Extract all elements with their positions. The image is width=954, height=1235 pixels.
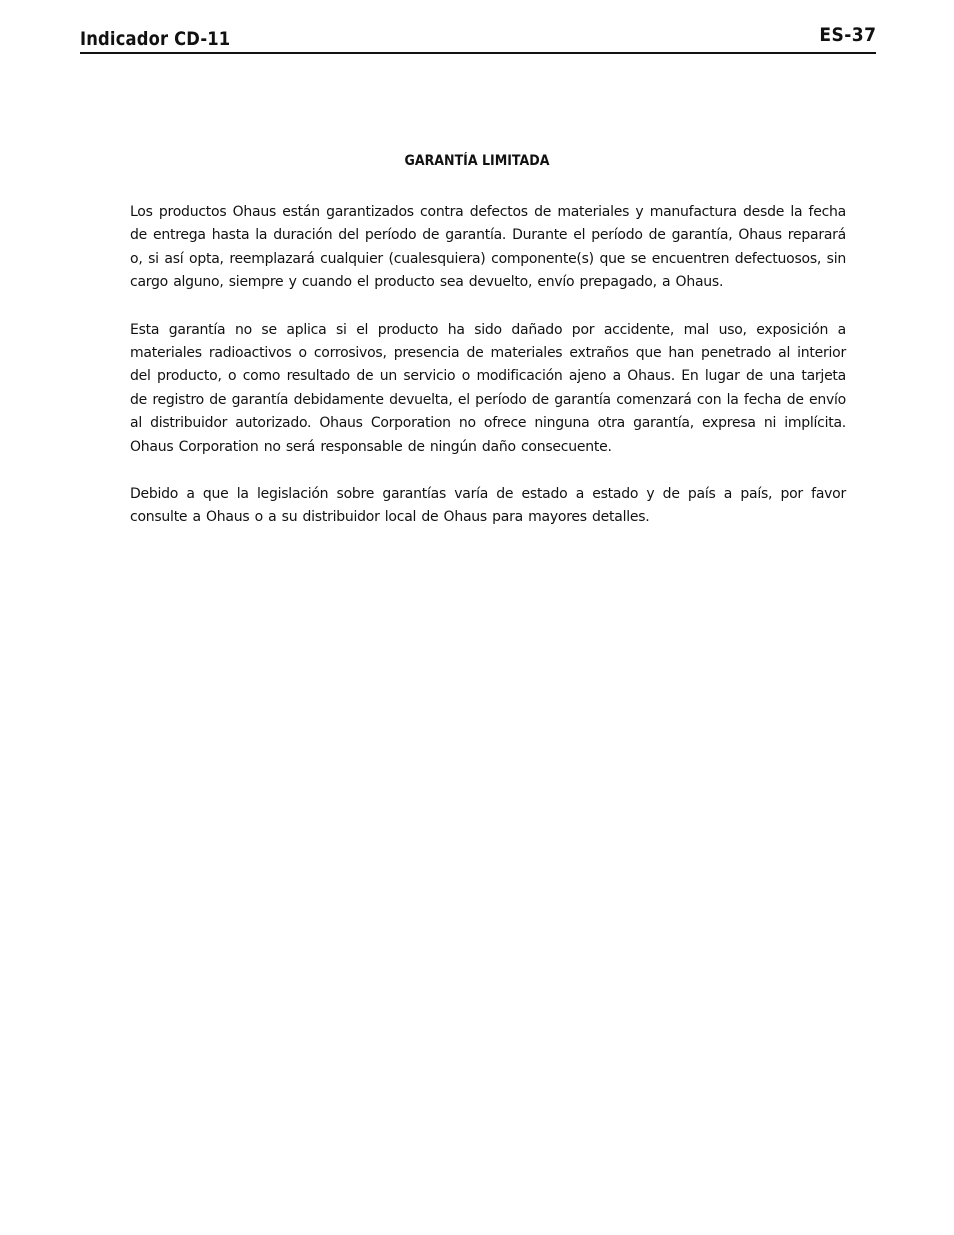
paragraph-warranty-coverage: Los productos Ohaus están garantizados contra defectos de materiales y manufactura desde la fecha de entrega hasta la duración del período de garantía. Durante el período de garantía, Ohaus reparará o, si así opta, reemplazará cualquier (cualesquiera) componente(s) que se encuentren defectuosos, sin cargo alguno, siempre y cuando el producto sea devuelto, envío prepagado, a Ohaus. — [130, 204, 846, 291]
page-number: ES-37 — [818, 24, 876, 46]
paragraph-legislation-note: Debido a que la legislación sobre garantías varía de estado a estado y de país a país, por favor consulte a Ohaus o a su distribuidor local de Ohaus para mayores detalles. — [130, 486, 846, 526]
section-heading: GARANTÍA LIMITADA — [404, 153, 550, 169]
warranty-body — [130, 201, 846, 554]
paragraph-warranty-exclusions: Esta garantía no se aplica si el producto ha sido dañado por accidente, mal uso, exposición a materiales radioactivos o corrosivos, presencia de materiales extraños que han penetrado al interior del producto, o como resultado de un servicio o modificación ajeno a Ohaus. En lugar de una tarjeta de registro de garantía debidamente devuelta, el período de garantía comenzará con la fecha de envío al distribuidor autorizado. Ohaus Corporation no ofrece ninguna otra garantía, expresa ni implícita. Ohaus Corporation no será responsable de ningún daño consecuente. — [130, 321, 846, 455]
document-title: Indicador CD-11 — [80, 28, 231, 50]
page-header — [80, 24, 876, 54]
